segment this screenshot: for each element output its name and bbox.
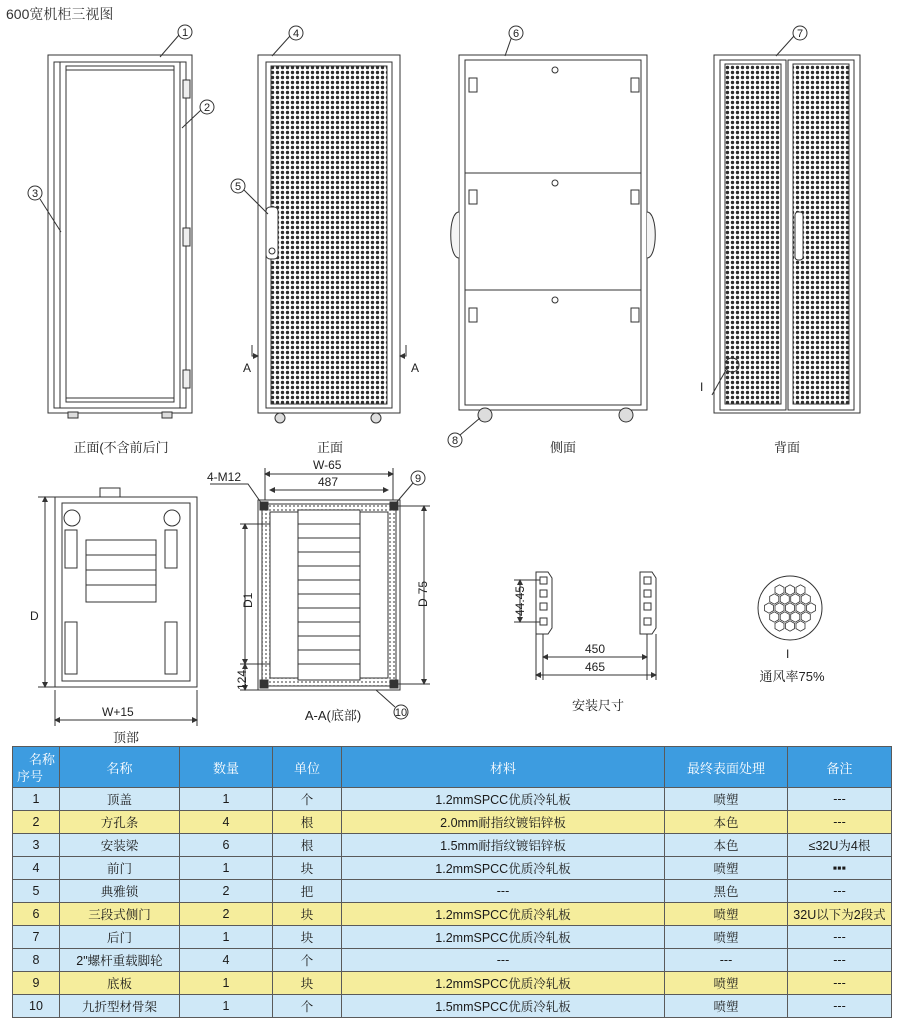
vent-hole	[796, 621, 805, 631]
vent-hole	[801, 612, 810, 622]
cell-name: 三段式侧门	[60, 903, 180, 926]
cell-name: 顶盖	[60, 788, 180, 811]
svg-text:2: 2	[203, 102, 211, 114]
dim-m12-label: 4-M12	[207, 470, 242, 484]
cell-no: 6	[13, 903, 60, 926]
vent-detail	[758, 576, 822, 640]
vent-hole	[786, 585, 795, 595]
cell-qty: 2	[180, 880, 273, 903]
cell-name: 前门	[60, 857, 180, 880]
vent-hole	[801, 594, 810, 604]
leader-m12	[210, 484, 262, 504]
dim-d1-label: D1	[241, 592, 255, 608]
callout-7	[776, 26, 807, 56]
section-marker-right	[400, 345, 419, 375]
view-side	[451, 55, 656, 422]
table-row	[13, 995, 892, 1018]
svg-text:9: 9	[414, 473, 422, 485]
cell-finish: 喷塑	[665, 788, 788, 811]
cell-material: 1.5mmSPCC优质冷轧板	[342, 995, 665, 1018]
section-marker-left	[243, 345, 258, 375]
svg-text:A: A	[411, 361, 420, 375]
cell-no: 5	[13, 880, 60, 903]
cell-no: 3	[13, 834, 60, 857]
svg-text:3: 3	[31, 188, 39, 200]
cell-material: ---	[342, 949, 665, 972]
vent-hole	[775, 621, 784, 631]
cell-note: ---	[788, 926, 892, 949]
cell-note: ---	[788, 788, 892, 811]
dim-124-label: 124	[235, 669, 249, 690]
header-finish: 最终表面处理	[665, 747, 788, 788]
callout-1	[160, 25, 192, 57]
cell-name: 方孔条	[60, 811, 180, 834]
dim-d75-label: D-75	[416, 580, 430, 607]
dim-450-label: 450	[585, 642, 606, 656]
cell-material: 1.2mmSPCC优质冷轧板	[342, 926, 665, 949]
svg-text:8: 8	[451, 435, 459, 447]
dim-4445-label: 44.45	[513, 585, 527, 616]
page-title: 600宽机柜三视图	[6, 6, 114, 22]
vent-hole	[791, 612, 800, 622]
cell-finish: 喷塑	[665, 857, 788, 880]
caption-vent: 通风率75%	[759, 669, 825, 684]
cell-no: 2	[13, 811, 60, 834]
svg-text:1: 1	[181, 27, 189, 39]
cell-qty: 4	[180, 949, 273, 972]
caption-front: 正面	[316, 440, 343, 455]
vent-hole	[786, 603, 795, 613]
table-row	[13, 880, 892, 903]
caption-section: A-A(底部)	[304, 708, 362, 723]
svg-text:4: 4	[292, 28, 300, 40]
cell-material: 1.2mmSPCC优质冷轧板	[342, 903, 665, 926]
table-row	[13, 926, 892, 949]
cell-finish: 喷塑	[665, 903, 788, 926]
cell-qty: 1	[180, 972, 273, 995]
cell-unit: 块	[273, 857, 342, 880]
cell-note: ---	[788, 880, 892, 903]
view-section-aa	[258, 500, 400, 690]
parts-table	[12, 746, 892, 1018]
vent-hole	[807, 603, 816, 613]
cell-no: 8	[13, 949, 60, 972]
cell-material: 1.5mm耐指纹镀铝锌板	[342, 834, 665, 857]
cell-material: 2.0mm耐指纹镀铝锌板	[342, 811, 665, 834]
table-row	[13, 972, 892, 995]
cell-material: 1.2mmSPCC优质冷轧板	[342, 972, 665, 995]
cell-no: 7	[13, 926, 60, 949]
cell-qty: 1	[180, 995, 273, 1018]
svg-text:7: 7	[796, 28, 804, 40]
vent-hole	[796, 603, 805, 613]
vent-hole	[775, 585, 784, 595]
dim-w15-label: W+15	[102, 705, 134, 719]
cell-no: 4	[13, 857, 60, 880]
cell-qty: 2	[180, 903, 273, 926]
table-row	[13, 834, 892, 857]
callout-4	[272, 26, 303, 56]
callout-9	[396, 471, 425, 503]
cell-unit: 块	[273, 972, 342, 995]
svg-text:I: I	[700, 380, 704, 394]
table-row	[13, 857, 892, 880]
header-qty: 数量	[180, 747, 273, 788]
vent-hole	[780, 594, 789, 604]
view-top	[55, 488, 197, 687]
cell-qty: 6	[180, 834, 273, 857]
view-front-no-door	[48, 55, 192, 418]
cell-name: 底板	[60, 972, 180, 995]
caption-mounting: 安装尺寸	[571, 698, 624, 713]
cell-unit: 根	[273, 834, 342, 857]
vent-hole	[765, 603, 774, 613]
callout-6	[505, 26, 523, 56]
table-header-row	[13, 747, 892, 788]
caption-front-no-door: 正面(不含前后门	[73, 440, 169, 455]
cell-finish: ---	[665, 949, 788, 972]
view-front	[258, 55, 400, 423]
cell-finish: 喷塑	[665, 926, 788, 949]
dim-487-label: 487	[318, 475, 339, 489]
cell-material: 1.2mmSPCC优质冷轧板	[342, 788, 665, 811]
svg-text:A: A	[243, 361, 252, 375]
vent-hole	[775, 603, 784, 613]
cell-note: ▪▪▪	[788, 857, 892, 880]
svg-text:10: 10	[394, 707, 408, 719]
cell-qty: 1	[180, 788, 273, 811]
cell-note: ---	[788, 995, 892, 1018]
caption-side: 侧面	[549, 440, 576, 455]
table-row	[13, 903, 892, 926]
cell-no: 9	[13, 972, 60, 995]
cell-material: 1.2mmSPCC优质冷轧板	[342, 857, 665, 880]
cell-name: 安装梁	[60, 834, 180, 857]
header-unit: 单位	[273, 747, 342, 788]
cell-finish: 喷塑	[665, 972, 788, 995]
cell-note: ≤32U为4根	[788, 834, 892, 857]
vent-hole	[786, 621, 795, 631]
cell-finish: 黑色	[665, 880, 788, 903]
dim-w65-label: W-65	[313, 458, 342, 472]
cell-no: 1	[13, 788, 60, 811]
svg-text:6: 6	[512, 28, 520, 40]
vent-hole	[780, 612, 789, 622]
header-split-cell: 名称 序号	[13, 747, 60, 788]
cell-note: ---	[788, 811, 892, 834]
table-row	[13, 811, 892, 834]
mounting-rails	[536, 572, 656, 634]
cell-qty: 1	[180, 857, 273, 880]
cell-note: 32U以下为2段式	[788, 903, 892, 926]
vent-detail-marker: I	[786, 647, 790, 661]
vent-hole	[791, 594, 800, 604]
svg-text:5: 5	[234, 181, 242, 193]
cell-unit: 根	[273, 811, 342, 834]
cell-unit: 块	[273, 926, 342, 949]
dimension-d	[38, 497, 55, 687]
callout-8	[448, 418, 480, 447]
cell-finish: 本色	[665, 834, 788, 857]
cell-name: 九折型材骨架	[60, 995, 180, 1018]
cell-qty: 1	[180, 926, 273, 949]
cell-note: ---	[788, 972, 892, 995]
caption-back: 背面	[773, 440, 800, 455]
caption-top: 顶部	[112, 730, 139, 745]
header-name: 名称	[60, 747, 180, 788]
vent-hole	[796, 585, 805, 595]
vent-hole	[770, 612, 779, 622]
header-material: 材料	[342, 747, 665, 788]
cell-unit: 个	[273, 995, 342, 1018]
table-body	[13, 788, 892, 1018]
cell-no: 10	[13, 995, 60, 1018]
cell-material: ---	[342, 880, 665, 903]
cell-name: 2"螺杆重载脚轮	[60, 949, 180, 972]
cell-unit: 个	[273, 788, 342, 811]
cell-qty: 4	[180, 811, 273, 834]
table-row	[13, 788, 892, 811]
dim-465-label: 465	[585, 660, 606, 674]
cell-unit: 个	[273, 949, 342, 972]
vent-hole	[770, 594, 779, 604]
cell-name: 后门	[60, 926, 180, 949]
cell-unit: 把	[273, 880, 342, 903]
dim-d-label: D	[30, 609, 39, 623]
table-row	[13, 949, 892, 972]
cell-note: ---	[788, 949, 892, 972]
cell-finish: 本色	[665, 811, 788, 834]
cell-unit: 块	[273, 903, 342, 926]
cell-name: 典雅锁	[60, 880, 180, 903]
cell-finish: 喷塑	[665, 995, 788, 1018]
header-note: 备注	[788, 747, 892, 788]
